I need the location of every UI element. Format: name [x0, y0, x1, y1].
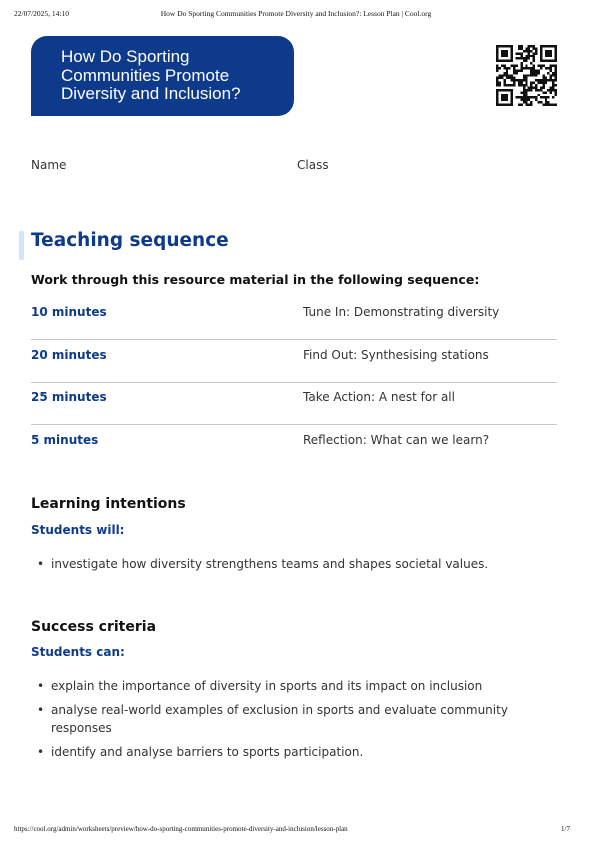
sequence-row: [31, 298, 557, 340]
learning-intentions-list: [31, 555, 531, 579]
teaching-sequence-heading: Teaching sequence: [31, 230, 229, 251]
sequence-row: [31, 383, 557, 425]
row-divider: [31, 424, 557, 425]
success-criteria-list: [31, 677, 531, 767]
page-title: How Do Sporting Communities Promote Diversity and Inclusion?: [61, 47, 241, 103]
sequence-time: 20 minutes: [31, 348, 107, 362]
sequence-activity: Find Out: Synthesising stations: [303, 348, 489, 362]
sequence-time: 5 minutes: [31, 433, 99, 447]
title-banner: [31, 36, 294, 116]
learning-intentions-subheading: Students will:: [31, 523, 125, 537]
section-accent-bar: [19, 231, 24, 260]
sequence-activity: Take Action: A nest for all: [303, 390, 455, 404]
print-datetime: 22/07/2025, 14:10: [14, 9, 70, 18]
sequence-activity: Reflection: What can we learn?: [303, 433, 490, 447]
print-document-title: How Do Sporting Communities Promote Diversity and Inclusion?: Lesson Plan | Cool.org: [160, 9, 432, 18]
learning-intentions-heading: Learning intentions: [31, 496, 186, 512]
class-field-label: Class: [297, 158, 329, 172]
sequence-row: [31, 341, 557, 383]
sequence-time: 25 minutes: [31, 390, 107, 404]
row-divider: [31, 339, 557, 340]
sequence-row: [31, 426, 557, 468]
print-url: https://cool.org/admin/worksheets/preview/how-do-sporting-communities-promote-diversity-and-inclusion/lesson-plan: [14, 825, 348, 833]
success-criteria-subheading: Students can:: [31, 645, 125, 659]
page-number: 1/7: [561, 825, 570, 833]
list-item: • investigate how diversity strengthens teams and shapes societal values.: [31, 555, 531, 573]
sequence-activity: Tune In: Demonstrating diversity: [303, 305, 500, 319]
teaching-sequence-lead: Work through this resource material in the following sequence:: [31, 272, 480, 287]
name-field-label: Name: [31, 158, 67, 172]
list-item: • explain the importance of diversity in sports and its impact on inclusion: [31, 677, 531, 695]
print-header: [14, 9, 578, 21]
list-item: • identify and analyse barriers to sports participation.: [31, 743, 531, 761]
sequence-time: 10 minutes: [31, 305, 107, 319]
qr-code-icon: [496, 45, 557, 106]
success-criteria-heading: Success criteria: [31, 619, 157, 635]
list-item: • analyse real-world examples of exclusion in sports and evaluate community responses: [31, 701, 531, 737]
